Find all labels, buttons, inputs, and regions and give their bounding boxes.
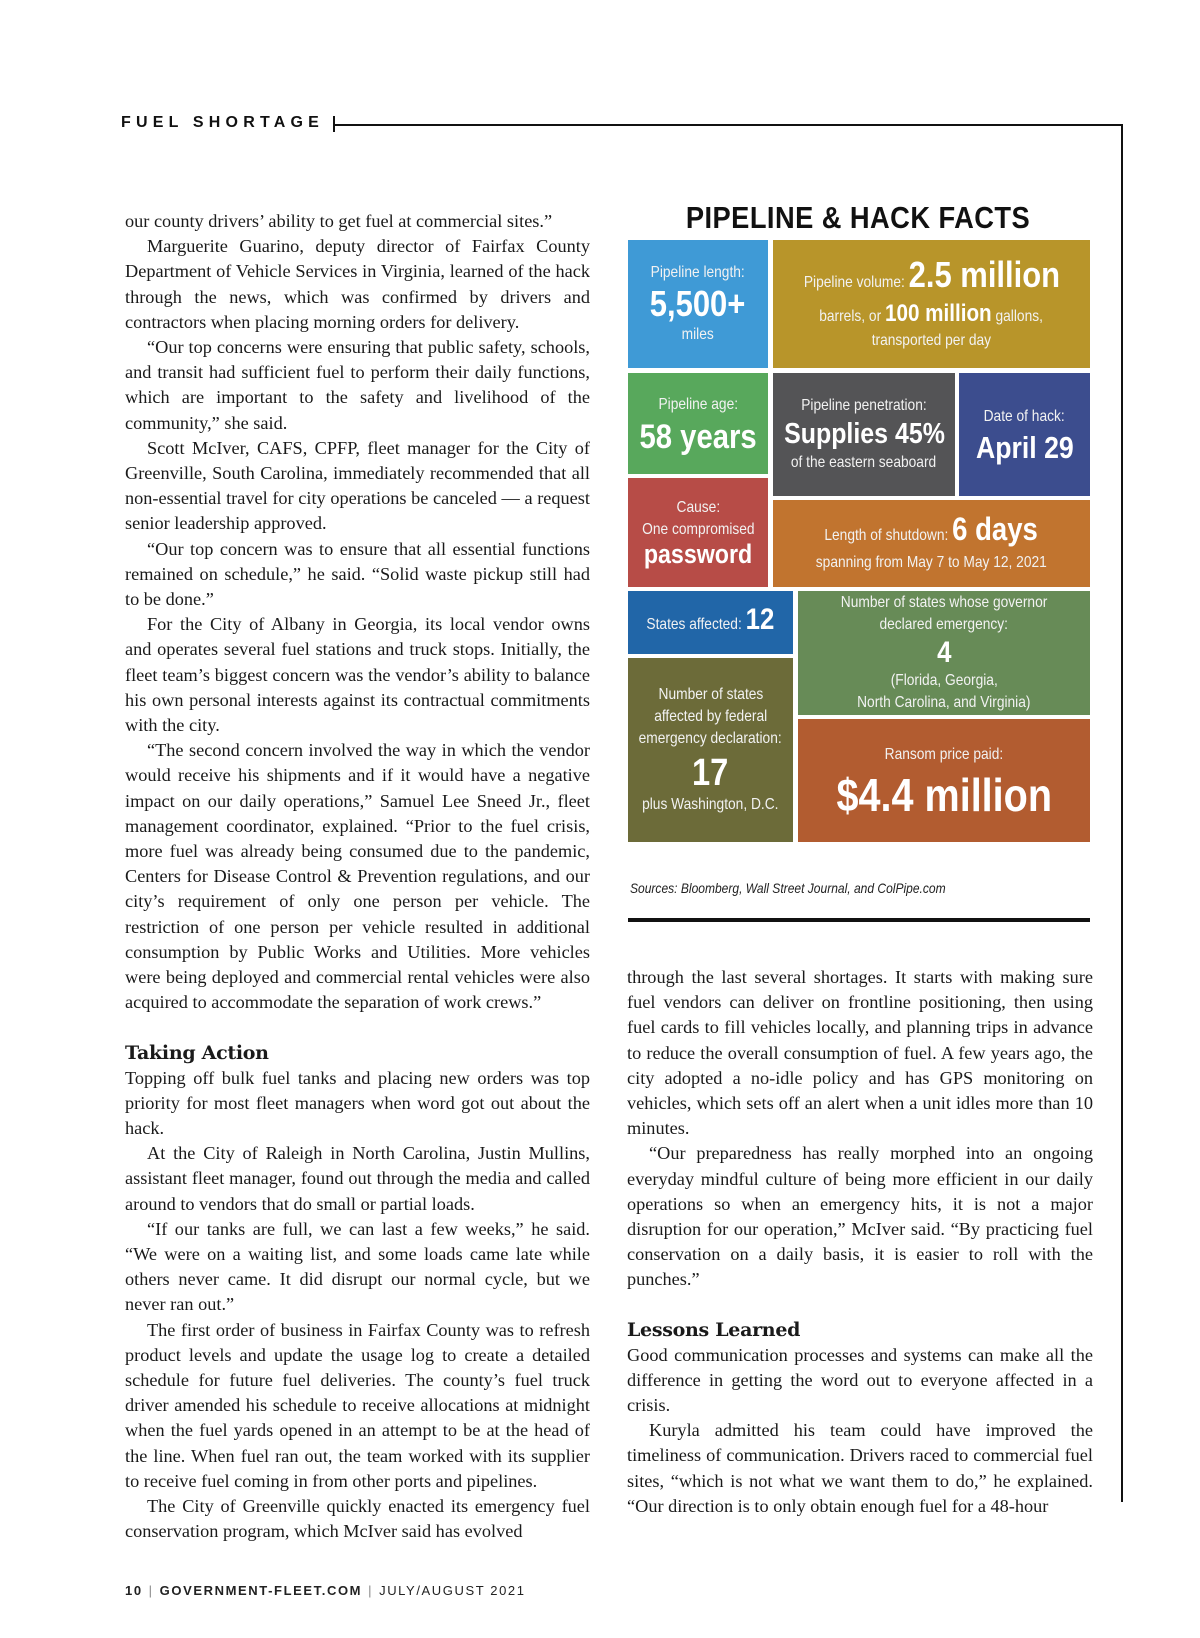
article-paragraph: The first order of business in Fairfax County was to refresh product levels and update the usage log to create a detailed schedule for future fuel deliveries. The county’s fuel truck driver amended his schedule to receive allocations at midnight when the fuel yards opened in an attempt to be at the head of the line. When fuel ran out, the team worked with its supplier to receive fuel coming in from other ports and pipelines. xyxy=(125,1319,590,1491)
tile-pipeline-age xyxy=(628,373,768,474)
tile-pipeline-penetration xyxy=(773,373,955,496)
article-paragraph: Scott McIver, CAFS, CPFP, fleet manager for the City of Greenville, South Carolina, immediately recommended that all non-essential travel for city operations be canceled — a request senior leadership approved. xyxy=(125,437,590,534)
tile-value: 12 xyxy=(745,603,775,636)
footer-issue: JULY/AUGUST 2021 xyxy=(379,1583,526,1598)
subheading-taking-action: Taking Action xyxy=(125,1041,269,1064)
article-paragraph: “Our top concerns were ensuring that public safety, schools, and transit had sufficient fuel to perform their daily functions, which are important to the safety and livelihood of the community,” she said. xyxy=(125,337,590,433)
tile-federal-emergency xyxy=(628,658,793,842)
tile-value: password xyxy=(643,539,753,569)
article-paragraph: At the City of Raleigh in North Carolina, Justin Mullins, assistant fleet manager, found out through the media and called around to vendors that do small or partial loads. xyxy=(125,1143,590,1214)
tile-sub-text: transported per day xyxy=(871,331,992,349)
tile-sub-text: plus Washington, D.C. xyxy=(642,796,779,813)
article-paragraph: Good communication processes and systems can make all the difference in getting the word out to everyone affected in a crisis. xyxy=(627,1344,1093,1416)
article-paragraph: Marguerite Guarino, deputy director of Fairfax County Department of Vehicle Services in Virginia, learned of the hack through the news, which was confirmed by drivers and contractors when placing morning orders for delivery. xyxy=(125,236,590,332)
tile-sub-text: gallons, xyxy=(995,307,1044,325)
tile-unit: miles xyxy=(681,326,715,343)
tile-value: Supplies 45% xyxy=(783,418,945,450)
tile-label-line3: emergency declaration: xyxy=(638,730,783,747)
left-article-column xyxy=(125,209,590,1544)
tile-value: 17 xyxy=(692,752,729,794)
tile-label: Length of shutdown: xyxy=(824,527,949,544)
tile-states-affected xyxy=(628,591,793,654)
subheading-lessons-learned: Lessons Learned xyxy=(627,1318,801,1341)
tile-label: States affected: xyxy=(646,616,742,633)
article-paragraph: through the last several shortages. It starts with making sure fuel vendors can deliver on frontline positioning, then using fuel cards to fill vehicles locally, and planning trips in advance to reduce the overall consumption of fuel. A few years ago, the city adopted a no-idle policy and has GPS monitoring on vehicles, which sets off an alert when a unit idles more than 10 minutes. xyxy=(627,967,1093,1139)
article-paragraph: our county drivers’ ability to get fuel at commercial sites.” xyxy=(125,211,553,231)
article-paragraph: “If our tanks are full, we can last a few weeks,” he said. “We were on a waiting list, and some loads came late while others never came. It did disrupt our normal cycle, but we never ran out.” xyxy=(125,1218,590,1315)
tile-governor-emergency xyxy=(798,591,1090,715)
tile-value: 4 xyxy=(936,636,952,669)
infographic-bottom-rule xyxy=(628,918,1090,922)
article-paragraph: “The second concern involved the way in which the vendor would receive his shipments and if it would have a negative impact on our daily operations,” Samuel Lee Sneed Jr., fleet management coordinator, explained. “Prior to the fuel crisis, more fuel was already being consumed due to the pandemic, Centers for Disease Control & Prevention regulations, and our city’s requirement of only one person per vehicle. The restriction of one person per vehicle resulted in additional consumption by Public Works and Utilities. More vehicles were being deployed and commercial rental vehicles were also acquired to accommodate the separation of work crews.” xyxy=(125,740,590,1013)
page-right-rule xyxy=(1121,124,1123,1502)
tile-label: Cause: xyxy=(676,499,720,516)
tile-label: Pipeline penetration: xyxy=(801,397,927,414)
tile-pipeline-volume xyxy=(773,240,1090,368)
section-label: FUEL SHORTAGE xyxy=(121,114,325,131)
article-paragraph: The City of Greenville quickly enacted its emergency fuel conservation program, which McIver said has evolved xyxy=(125,1495,590,1542)
article-paragraph: “Our top concern was to ensure that all essential functions remained on schedule,” he said. “Solid waste pickup still had to be done.” xyxy=(125,538,590,610)
tile-label: Pipeline volume: xyxy=(803,273,905,291)
article-paragraph: For the City of Albany in Georgia, its local vendor owns and operates several fuel stations and truck stops. Initially, the fleet team’s biggest concern was the vendor’s ability to balance his own personal interests against its contractual commitments with the city. xyxy=(125,614,590,736)
footer-separator: | xyxy=(368,1583,374,1598)
tile-sub-text: (Florida, Georgia, xyxy=(890,672,998,689)
tile-sub-text: barrels, or xyxy=(819,307,882,325)
tile-sub-text: spanning from May 7 to May 12, 2021 xyxy=(816,554,1047,571)
page-footer xyxy=(125,1583,526,1598)
article-paragraph: “Our preparedness has really morphed into an ongoing everyday mindful culture of being more efficient in our daily operations so when an emergency hits, it is not a major disruption for our operation,” McIver said. “By practicing fuel conservation on a daily basis, it is easier to roll with the punches.” xyxy=(627,1143,1093,1290)
tile-value: 5,500+ xyxy=(650,283,746,324)
tile-label: Number of states xyxy=(658,686,763,703)
infographic-sources: Sources: Bloomberg, Wall Street Journal, and ColPipe.com xyxy=(630,880,946,896)
tile-shutdown-length xyxy=(773,500,1090,587)
section-header-rule xyxy=(334,124,1122,126)
tile-date-of-hack xyxy=(959,373,1090,496)
page-number: 10 xyxy=(125,1583,143,1598)
tile-cause xyxy=(628,478,768,587)
tile-label: Date of hack: xyxy=(983,408,1066,425)
infographic-title: PIPELINE & HACK FACTS xyxy=(685,200,1031,235)
tile-label-line2: One compromised xyxy=(641,521,755,538)
tile-value: 58 years xyxy=(639,417,757,456)
tile-sub-text: of the eastern seaboard xyxy=(791,454,937,471)
tile-value: 2.5 million xyxy=(908,253,1060,295)
tile-label: Pipeline length: xyxy=(650,264,746,281)
tile-label: Number of states whose governor xyxy=(840,594,1048,611)
tile-value: 6 days xyxy=(952,511,1039,547)
tile-value: $4.4 million xyxy=(836,768,1052,821)
tile-ransom-paid xyxy=(798,719,1090,842)
tile-label: Pipeline age: xyxy=(658,395,738,413)
tile-sub-value: 100 million xyxy=(885,299,993,327)
right-article-column xyxy=(627,965,1093,1519)
tile-label: Ransom price paid: xyxy=(884,745,1004,763)
article-paragraph: Kuryla admitted his team could have improved the timeliness of communication. Drivers raced to commercial fuel sites, “which is not what we want them to do,” he explained. “Our direction is to only obtain enough fuel for a 48-hour xyxy=(627,1420,1093,1516)
tile-value: April 29 xyxy=(975,430,1074,465)
tile-sub-text-line2: North Carolina, and Virginia) xyxy=(857,694,1031,711)
tile-label-line2: declared emergency: xyxy=(879,616,1009,633)
article-paragraph: Topping off bulk fuel tanks and placing new orders was top priority for most fleet managers when word got out about the hack. xyxy=(125,1067,590,1138)
tile-pipeline-length xyxy=(628,240,768,368)
footer-site: GOVERNMENT-FLEET.COM xyxy=(159,1583,363,1598)
footer-separator: | xyxy=(148,1583,154,1598)
tile-label-line2: affected by federal xyxy=(654,708,767,725)
